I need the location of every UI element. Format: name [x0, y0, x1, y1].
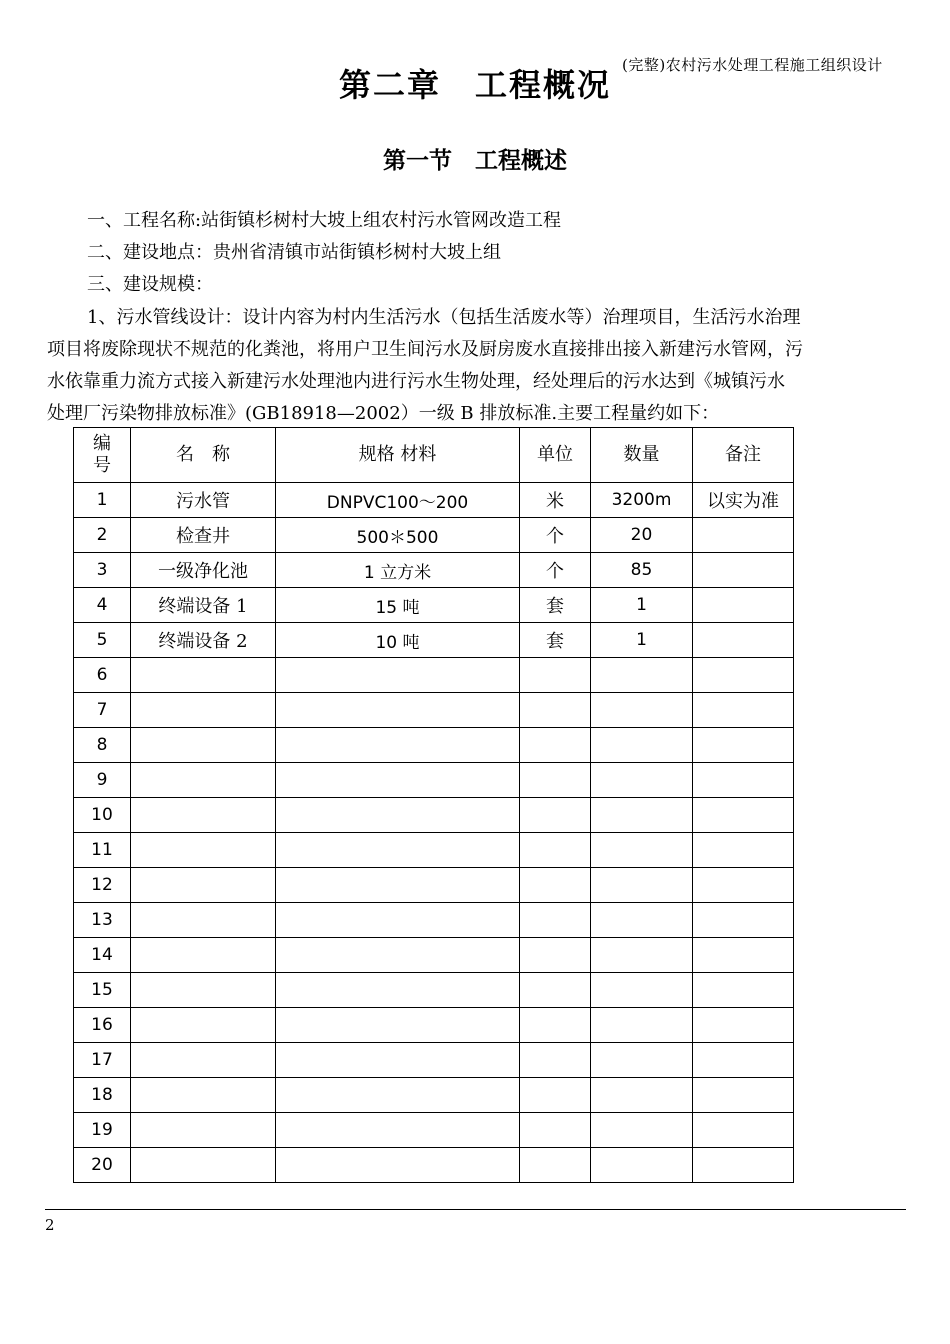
cell-spec	[276, 1008, 520, 1043]
cell-no: 17	[74, 1043, 131, 1078]
cell-note	[693, 973, 794, 1008]
cell-name	[131, 1078, 276, 1113]
cell-name	[131, 658, 276, 693]
table-row	[74, 1078, 794, 1113]
cell-unit	[520, 728, 591, 763]
body-line: 1、污水管线设计：设计内容为村内生活污水（包括生活废水等）治理项目，生活污水治理	[87, 307, 801, 328]
cell-note	[693, 518, 794, 553]
cell-no: 11	[74, 833, 131, 868]
cell-qty	[591, 833, 693, 868]
table-row	[74, 763, 794, 798]
cell-spec	[276, 973, 520, 1008]
cell-unit	[520, 763, 591, 798]
cell-qty	[591, 798, 693, 833]
cell-no: 3	[74, 553, 131, 588]
cell-name	[131, 693, 276, 728]
section-name: 工程概述	[475, 147, 567, 174]
cell-unit: 个	[520, 553, 591, 588]
cell-no: 5	[74, 623, 131, 658]
cell-qty: 1	[591, 623, 693, 658]
cell-qty	[591, 1078, 693, 1113]
cell-spec	[276, 728, 520, 763]
project-location-line: 二、建设地点：贵州省清镇市站街镇杉树村大坡上组	[87, 242, 501, 263]
cell-name: 污水管	[131, 483, 276, 518]
table-row	[74, 833, 794, 868]
cell-unit	[520, 1043, 591, 1078]
cell-unit	[520, 693, 591, 728]
cell-unit	[520, 973, 591, 1008]
cell-note	[693, 763, 794, 798]
cell-qty	[591, 938, 693, 973]
table-row	[74, 588, 794, 623]
cell-name	[131, 973, 276, 1008]
cell-spec: DNPVC100～200	[276, 483, 520, 518]
cell-qty	[591, 1148, 693, 1183]
cell-unit	[520, 1008, 591, 1043]
table-row	[74, 553, 794, 588]
cell-spec	[276, 1148, 520, 1183]
cell-qty	[591, 868, 693, 903]
cell-note	[693, 553, 794, 588]
cell-note	[693, 868, 794, 903]
cell-qty: 85	[591, 553, 693, 588]
cell-note	[693, 1148, 794, 1183]
cell-unit	[520, 1148, 591, 1183]
cell-name	[131, 1008, 276, 1043]
cell-note	[693, 1043, 794, 1078]
footer-divider	[45, 1209, 906, 1210]
cell-name	[131, 798, 276, 833]
section-number: 第一节	[383, 147, 452, 174]
cell-name	[131, 1043, 276, 1078]
table-row	[74, 623, 794, 658]
page-number: 2	[45, 1216, 55, 1234]
header-name: 名 称	[131, 428, 276, 483]
header-no: 编 号	[74, 428, 131, 483]
cell-qty	[591, 1113, 693, 1148]
cell-no: 12	[74, 868, 131, 903]
cell-spec: 15 吨	[276, 588, 520, 623]
cell-qty	[591, 658, 693, 693]
cell-unit: 套	[520, 623, 591, 658]
section-title	[0, 142, 950, 175]
cell-name	[131, 833, 276, 868]
cell-unit: 米	[520, 483, 591, 518]
table-row	[74, 798, 794, 833]
cell-spec	[276, 658, 520, 693]
cell-name	[131, 1148, 276, 1183]
cell-qty: 20	[591, 518, 693, 553]
cell-name	[131, 868, 276, 903]
table-row	[74, 1113, 794, 1148]
header-unit: 单位	[520, 428, 591, 483]
cell-no: 7	[74, 693, 131, 728]
project-scale-line: 三、建设规模：	[87, 274, 213, 295]
cell-no: 4	[74, 588, 131, 623]
cell-name: 终端设备 1	[131, 588, 276, 623]
cell-note	[693, 588, 794, 623]
cell-unit	[520, 903, 591, 938]
design-description	[47, 302, 907, 430]
header-qty: 数量	[591, 428, 693, 483]
table-row	[74, 728, 794, 763]
cell-no: 8	[74, 728, 131, 763]
chapter-number: 第二章	[338, 66, 441, 104]
cell-note	[693, 798, 794, 833]
cell-spec: 10 吨	[276, 623, 520, 658]
cell-unit	[520, 1078, 591, 1113]
cell-no: 16	[74, 1008, 131, 1043]
cell-qty	[591, 728, 693, 763]
cell-spec	[276, 798, 520, 833]
table-row	[74, 973, 794, 1008]
cell-spec: 1 立方米	[276, 553, 520, 588]
table-row	[74, 1043, 794, 1078]
cell-no: 19	[74, 1113, 131, 1148]
body-line: 处理厂污染物排放标准》(GB18918—2002）一级 B 排放标准.主要工程量约如下：	[47, 403, 720, 424]
cell-unit	[520, 658, 591, 693]
cell-unit	[520, 833, 591, 868]
cell-note	[693, 658, 794, 693]
cell-name	[131, 763, 276, 798]
project-name-line: 一、工程名称:站街镇杉树村大坡上组农村污水管网改造工程	[87, 210, 562, 231]
cell-no: 15	[74, 973, 131, 1008]
cell-note	[693, 938, 794, 973]
cell-spec	[276, 1043, 520, 1078]
cell-spec	[276, 868, 520, 903]
cell-spec	[276, 903, 520, 938]
cell-no: 2	[74, 518, 131, 553]
cell-qty	[591, 903, 693, 938]
chapter-title	[0, 60, 950, 106]
body-line: 水依靠重力流方式接入新建污水处理池内进行污水生物处理，经处理后的污水达到《城镇污水	[47, 371, 785, 392]
cell-spec	[276, 833, 520, 868]
cell-spec: 500＊500	[276, 518, 520, 553]
cell-name	[131, 728, 276, 763]
cell-spec	[276, 1113, 520, 1148]
cell-qty	[591, 763, 693, 798]
cell-spec	[276, 693, 520, 728]
cell-unit	[520, 868, 591, 903]
cell-note	[693, 623, 794, 658]
cell-no: 10	[74, 798, 131, 833]
cell-name	[131, 903, 276, 938]
cell-no: 1	[74, 483, 131, 518]
body-line: 项目将废除现状不规范的化粪池，将用户卫生间污水及厨房废水直接排出接入新建污水管网，污	[47, 339, 803, 360]
cell-unit: 个	[520, 518, 591, 553]
cell-note	[693, 903, 794, 938]
quantity-table	[73, 427, 794, 1183]
cell-unit	[520, 938, 591, 973]
cell-name: 终端设备 2	[131, 623, 276, 658]
cell-note: 以实为准	[693, 483, 794, 518]
cell-name	[131, 1113, 276, 1148]
header-note: 备注	[693, 428, 794, 483]
cell-no: 20	[74, 1148, 131, 1183]
cell-qty	[591, 693, 693, 728]
table-row	[74, 693, 794, 728]
table-row	[74, 938, 794, 973]
cell-no: 14	[74, 938, 131, 973]
chapter-name: 工程概况	[475, 66, 612, 104]
running-header: (完整)农村污水处理工程施工组织设计	[622, 56, 883, 74]
table-row	[74, 1008, 794, 1043]
cell-qty	[591, 973, 693, 1008]
cell-name	[131, 938, 276, 973]
cell-qty: 1	[591, 588, 693, 623]
cell-qty	[591, 1008, 693, 1043]
cell-no: 9	[74, 763, 131, 798]
cell-unit: 套	[520, 588, 591, 623]
cell-spec	[276, 1078, 520, 1113]
cell-name: 检查井	[131, 518, 276, 553]
table-row	[74, 518, 794, 553]
cell-qty: 3200m	[591, 483, 693, 518]
cell-unit	[520, 798, 591, 833]
cell-no: 6	[74, 658, 131, 693]
cell-no: 18	[74, 1078, 131, 1113]
cell-unit	[520, 1113, 591, 1148]
table-row	[74, 483, 794, 518]
table-row	[74, 868, 794, 903]
cell-note	[693, 728, 794, 763]
table-header-row	[74, 428, 794, 483]
header-spec: 规格 材料	[276, 428, 520, 483]
cell-note	[693, 833, 794, 868]
cell-note	[693, 1078, 794, 1113]
cell-no: 13	[74, 903, 131, 938]
cell-note	[693, 1113, 794, 1148]
cell-note	[693, 1008, 794, 1043]
table-row	[74, 658, 794, 693]
table-row	[74, 903, 794, 938]
table-row	[74, 1148, 794, 1183]
cell-spec	[276, 763, 520, 798]
cell-spec	[276, 938, 520, 973]
cell-note	[693, 693, 794, 728]
cell-name: 一级净化池	[131, 553, 276, 588]
cell-qty	[591, 1043, 693, 1078]
